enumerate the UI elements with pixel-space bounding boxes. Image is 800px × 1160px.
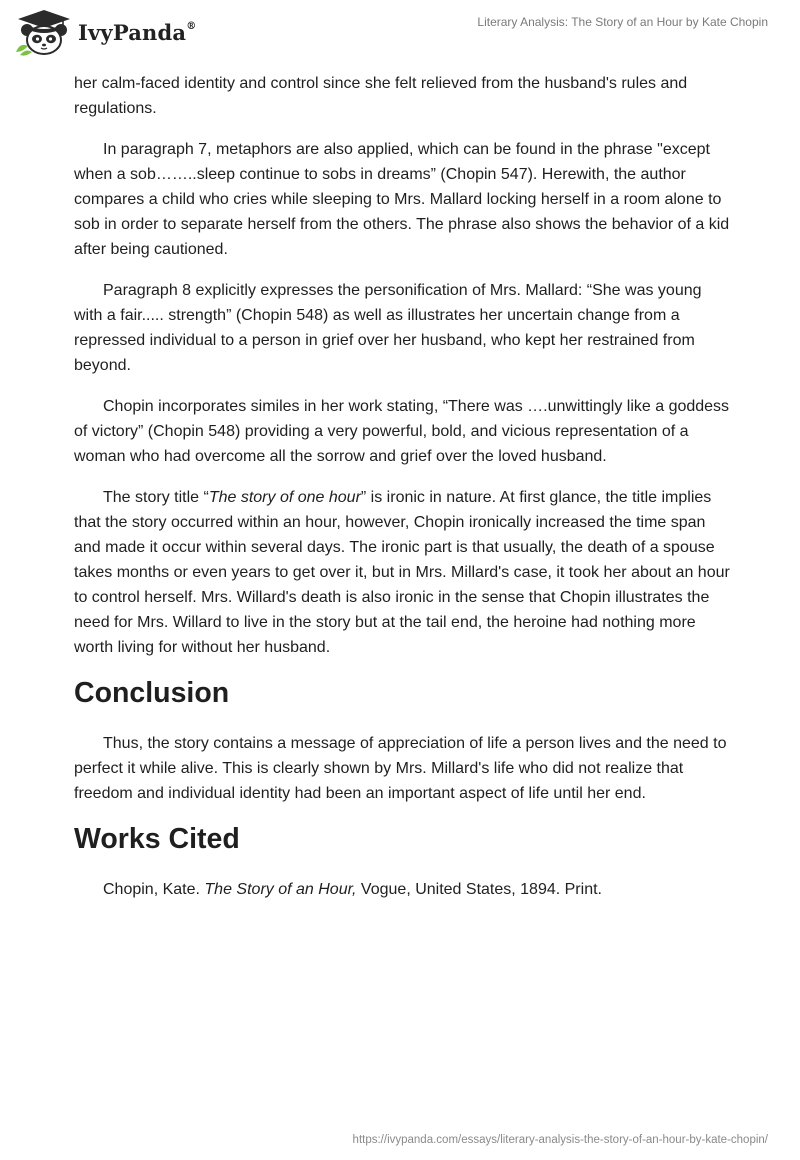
document-title: Literary Analysis: The Story of an Hour by Kate Chopin	[477, 15, 768, 29]
brand-name[interactable]: IvyPanda®	[78, 20, 197, 45]
works-cited-heading: Works Cited	[74, 823, 240, 855]
paragraph-continuation: her calm-faced identity and control since she felt relieved from the husband's rules and regulations.	[74, 75, 688, 117]
panda-graduation-cap-icon	[14, 8, 74, 58]
cited-work-title: The Story of an Hour,	[204, 881, 357, 898]
paragraph-similes: Chopin incorporates similes in her work stating, “There was ….unwittingly like a goddess of victory” (Chopin 548) providing a very powerful, bold, and vicious representation of a woman who had overcome all the sorrow and grief over the loved husband.	[74, 398, 730, 465]
paragraph-irony: The story title “The story of one hour” is ironic in nature. At first glance, the title implies that the story occurred within an hour, however, Chopin ironically increased the time span and made it occur within several days. The ironic part is that usually, the death of a spouse takes months or even years to get over it, but in Mrs. Millard's case, it took her about an hour to control herself. Mrs. Willard's death is also ironic in the sense that Chopin illustrates the need for Mrs. Willard to live in the story but at the tail end, the heroine had nothing more worth living for without her husband.	[74, 489, 730, 656]
conclusion-paragraph: Thus, the story contains a message of appreciation of life a person lives and the need to perfect it while alive. This is clearly shown by Mrs. Millard's life who did not realize that freedom and individual identity had been an important aspect of life until her end.	[74, 735, 727, 802]
story-title-italic: The story of one hour	[208, 489, 361, 506]
footer-url-link[interactable]: https://ivypanda.com/essays/literary-analysis-the-story-of-an-hour-by-kate-chopin/	[352, 1134, 768, 1146]
paragraph-personification: Paragraph 8 explicitly expresses the personification of Mrs. Mallard: “She was young with a fair..... strength” (Chopin 548) as well as illustrates her uncertain change from a repressed individual to a person in grief over her husband, who kept her restrained from beyond.	[74, 282, 702, 374]
conclusion-heading: Conclusion	[74, 677, 230, 709]
essay-content	[74, 71, 730, 918]
citation-entry: Chopin, Kate. The Story of an Hour, Vogue, United States, 1894. Print.	[103, 881, 602, 898]
paragraph-metaphors: In paragraph 7, metaphors are also applied, which can be found in the phrase "except when a sob……..sleep continue to sobs in dreams” (Chopin 547). Herewith, the author compares a child who cries while sleeping to Mrs. Mallard locking herself in a room alone to sob in order to separate herself from the others. The phrase also shows the behavior of a kid after being cautioned.	[74, 141, 730, 258]
page-header	[0, 0, 800, 70]
